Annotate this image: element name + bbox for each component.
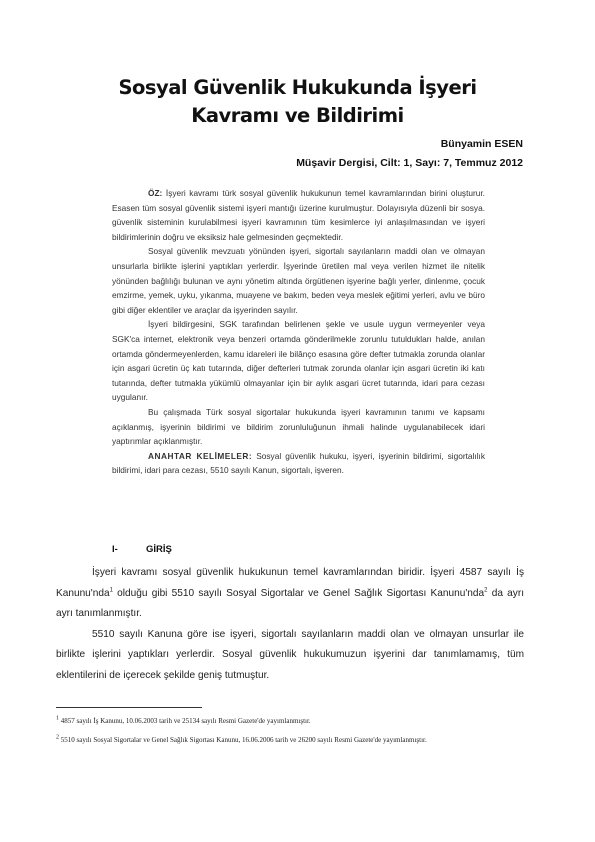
keywords-label: ANAHTAR KELİMELER: xyxy=(148,450,253,461)
keywords-text: Sosyal güvenlik hukuku, işyeri, işyerinin bildirimi, sigortalılık bildirimi, idari para cezası, 5510 sayılı Kanun, sigortalı, işveren. xyxy=(112,450,485,476)
author-name: Bünyamin ESEN xyxy=(440,138,523,150)
footnote-text: 4857 sayılı İş Kanunu, 10.06.2003 tarih ve 25134 sayılı Resmi Gazete'de yayımlanmıştır. xyxy=(60,717,311,725)
paper-title xyxy=(80,74,515,130)
abstract-label: ÖZ: xyxy=(148,188,163,198)
body-paragraph: 5510 sayılı Kanuna göre ise işyeri, sigortalı sayılanların maddi olan ve olmayan unsurlar ile birlikte işlerini yaptıkları yerlerdir. Sosyal güvenlik hukukumuzun işyerini dar tanımlamamış, tüm eklentilerini de içerecek şekilde geniş tutmuştur. xyxy=(56,628,524,681)
body-text xyxy=(56,563,524,686)
keywords xyxy=(112,449,485,478)
footnotes xyxy=(56,713,524,751)
abstract-text: İşyeri kavramı türk sosyal güvenlik hukukunun temel kavramlarından birini oluşturur. Esasen tüm sosyal güvenlik sistemi işyeri mantığı üzerine kurulmuştur. Dolayısıyla düzenli bir sosya. güvenlik sisteminin kurulabilmesi işyeri kavramının tüm kesimlerce iyi anlaşılmasından ve işyeri bildirimlerinin doğru ve eksiksiz hale gelmesinden geçmektedir. xyxy=(112,188,485,242)
footnote-ref[interactable]: 1 xyxy=(109,587,113,594)
body-text-segment: olduğu gibi 5510 sayılı Sosyal Sigortalar ve Genel Sağlık Sigortası Kanunu'nda xyxy=(112,587,485,599)
footnote xyxy=(56,713,524,730)
journal-citation: Müşavir Dergisi, Cilt: 1, Sayı: 7, Temmuz 2012 xyxy=(296,157,523,169)
abstract xyxy=(112,186,485,478)
footnote-number: 2 xyxy=(56,734,59,741)
abstract-paragraph: Bu çalışmada Türk sosyal sigortalar hukukunda işyeri kavramının tanımı ve kapsamı açıklanmış, işyerinin bildirimi ve bildirim zorunluluğunun ihmali halinde uygulanabilecek idari yaptırımlar açıklanmıştır. xyxy=(112,406,485,447)
footnote-text: 5510 sayılı Sosyal Sigortalar ve Genel Sağlık Sigortası Kanunu, 16.06.2006 tarih ve 26200 sayılı Resmi Gazete'de yayımlanmıştır. xyxy=(60,736,427,744)
section-title: GİRİŞ xyxy=(146,544,172,555)
footnote-divider xyxy=(56,707,202,708)
body-text-segment: İşyeri kavramı sosyal güvenlik hukukunun temel kavramlarından biridir. İşyeri 4587 sayılı İş Kanunu'nda xyxy=(56,567,524,599)
abstract-paragraph: Sosyal güvenlik mevzuatı yönünden işyeri, sigortalı sayılanların maddi olan ve olmayan unsurlarla birlikte işlerini yaptıkları yerlerdir. İşyerinde üretilen mal veya verilen hizmet ile nitelik yönünden bağlılığı bulunan ve aynı yönetim altında örgütlenen işyerine bağlı yerler, dinlenme, çocuk emzirme, yemek, uyku, yıkanma, muayene ve bakım, beden veya meslek eğitimi yerleri, avlu ve büro gibi diğer eklentiler ve araçlar da işyerinden sayılır. xyxy=(112,246,485,315)
section-heading xyxy=(112,544,172,555)
body-text-segment: da ayrı ayrı tanımlanmıştır. xyxy=(56,587,524,619)
footnote-ref[interactable]: 2 xyxy=(484,587,488,594)
abstract-paragraph: İşyeri bildirgesini, SGK tarafından belirlenen şekle ve usule uygun vermeyenler veya SGK'ca internet, elektronik veya benzeri ortamda gönderilmekle zorunlu tutuldukları halde, anılan ortamda göndermeyenlerden, kamu idareleri ile bilânço esasına göre defter tutmakla zorunda olanlar için asgari ücretin üç katı tutarında, diğer defterleri tutmak zorunda olanlar için asgari ücretin iki katı tutarında, defter tutmakla yükümlü olmayanlar için bir aylık asgari ücret tutarında, idari para cezası uygulanır. xyxy=(112,319,485,403)
footnote-number: 1 xyxy=(56,715,59,722)
abstract-paragraph xyxy=(112,186,485,244)
section-number: I- xyxy=(112,544,118,555)
footnote xyxy=(56,732,524,749)
title-line-1: Sosyal Güvenlik Hukukunda İşyeri xyxy=(118,76,477,99)
body-paragraph xyxy=(56,563,524,625)
title-line-2: Kavramı ve Bildirimi xyxy=(191,104,404,127)
